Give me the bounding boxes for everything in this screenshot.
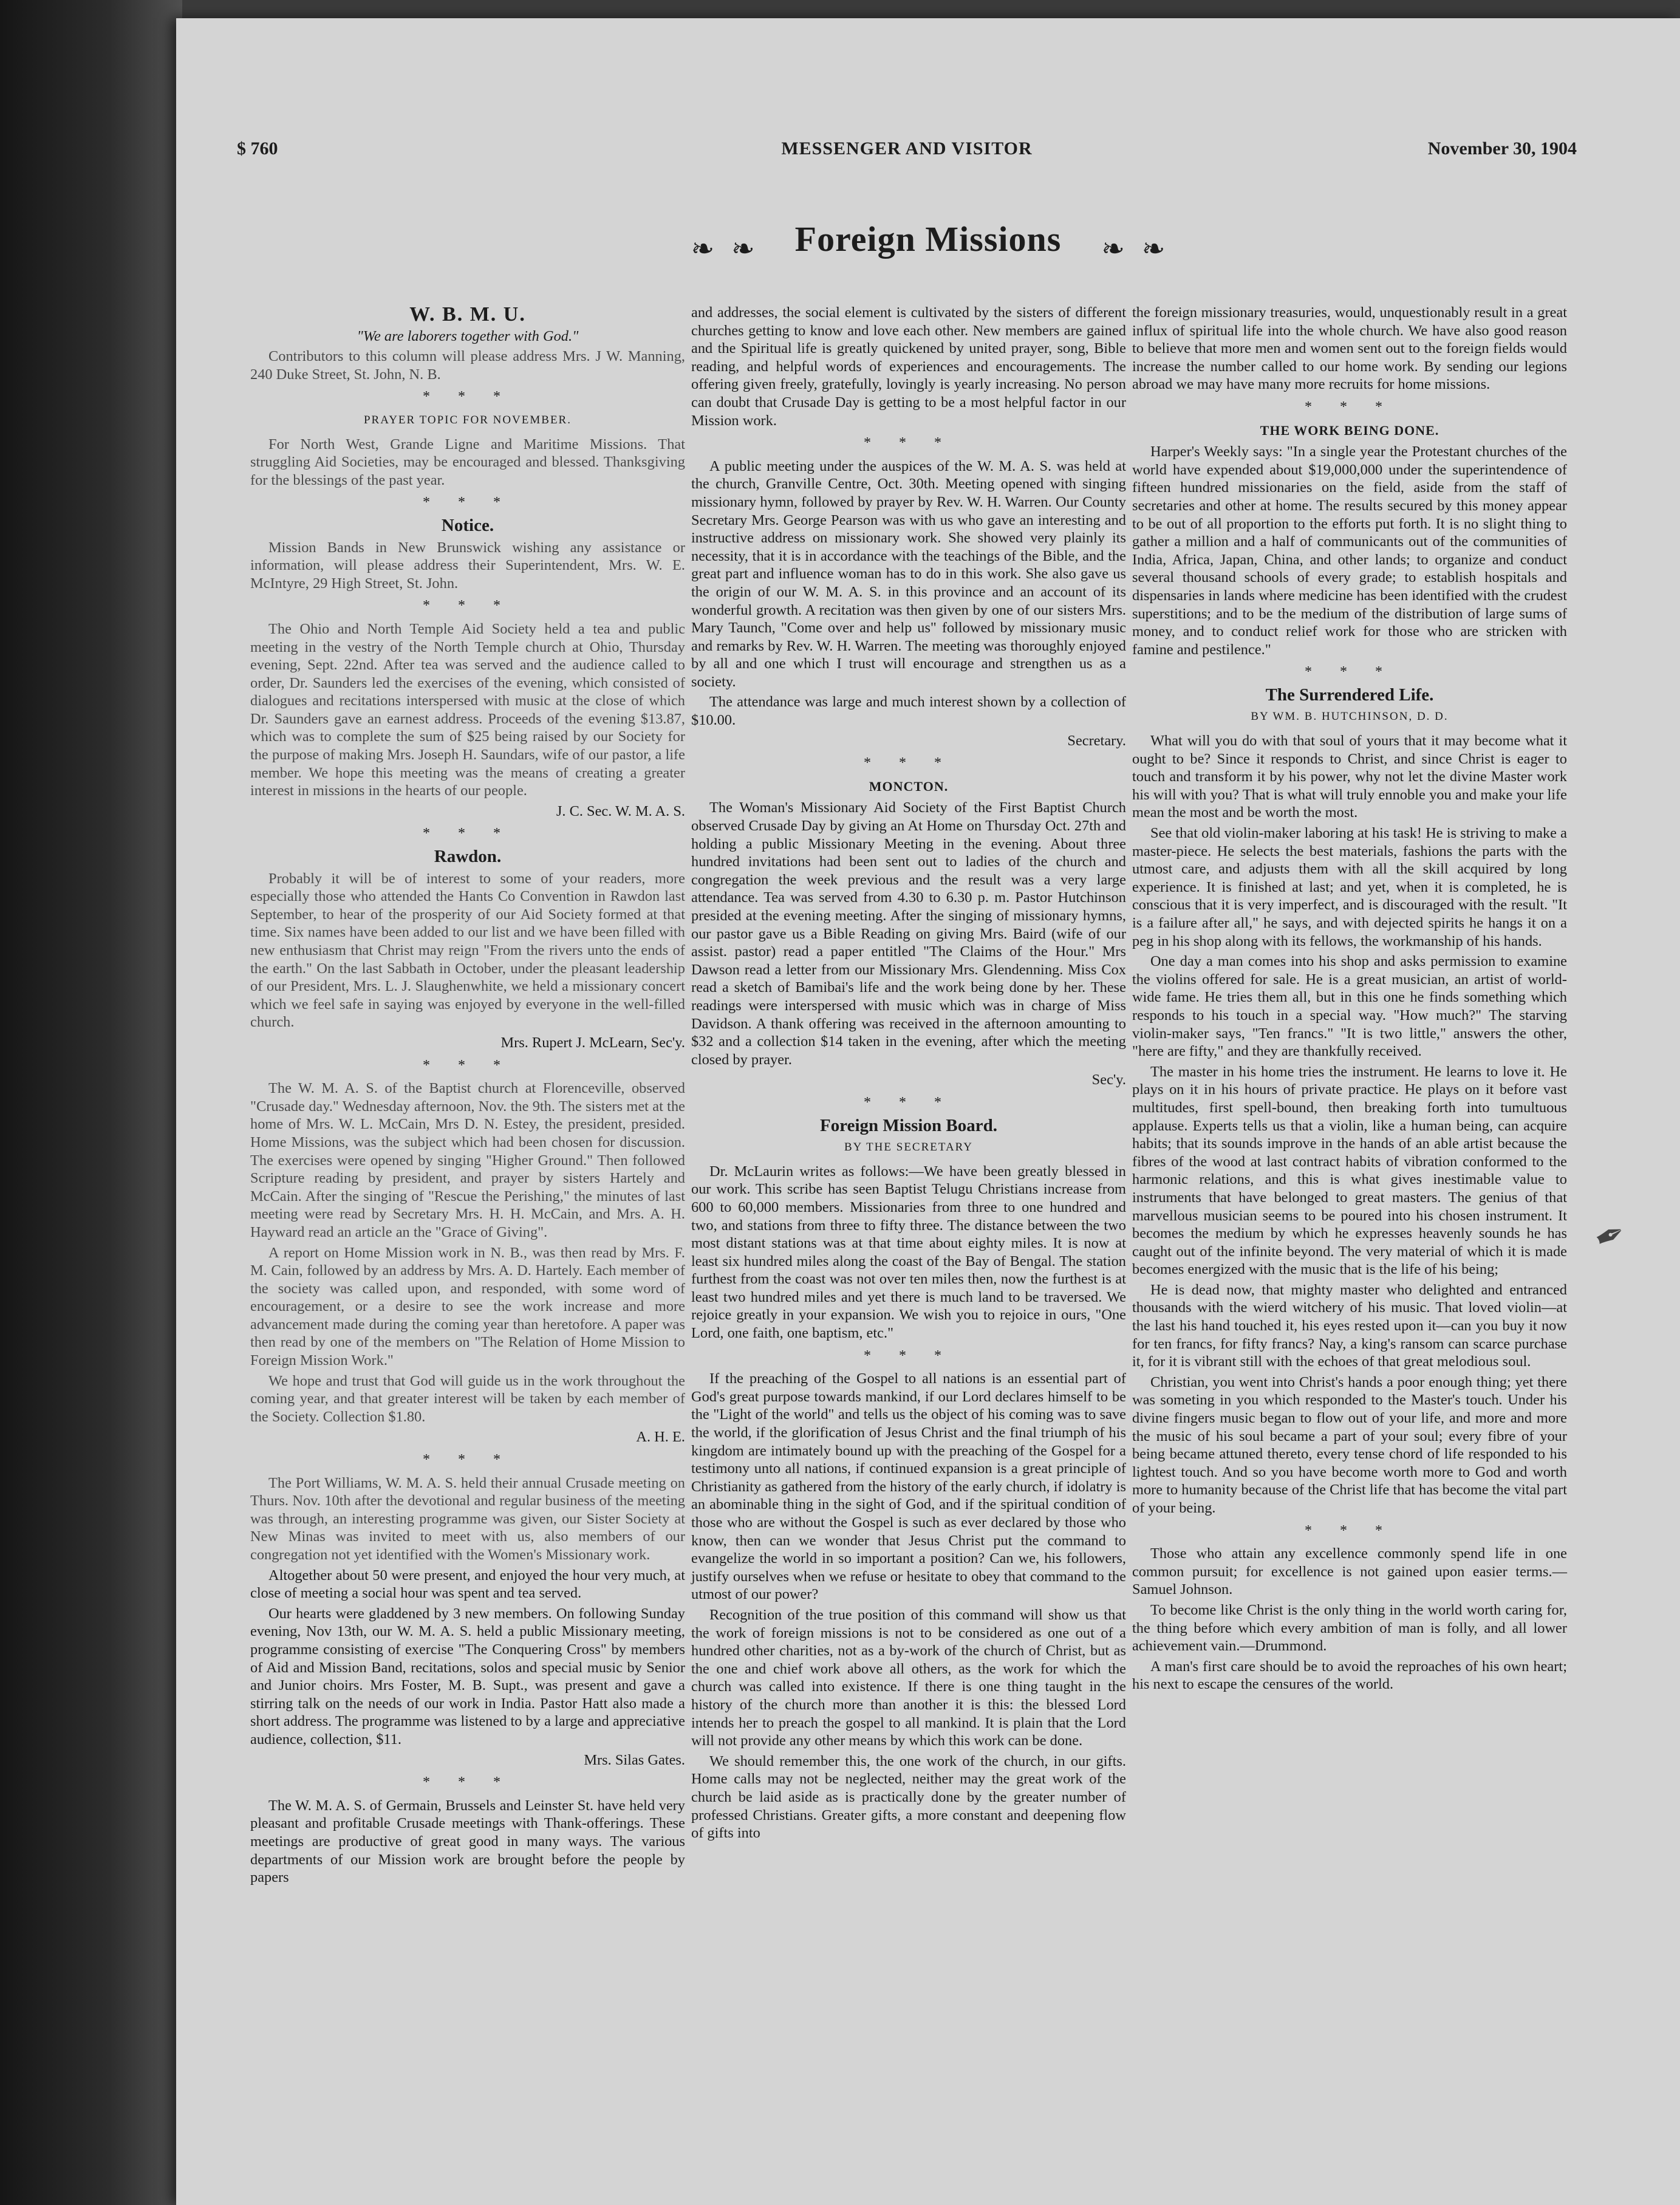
port-williams-report-p2: Altogether about 50 were present, and enjoyed the hour very much, at close of meeting a social hour was spent and tea served. — [250, 1567, 685, 1602]
column-left — [250, 301, 685, 1889]
issue-date: November 30, 1904 — [1427, 138, 1577, 159]
column-right — [1132, 304, 1567, 1696]
leaf-ornament-icon: ❧ — [1141, 233, 1166, 265]
granville-report-p2: The attendance was large and much interest shown by a collection of $10.00. — [691, 694, 1126, 729]
divider-stars: * * * — [864, 435, 954, 451]
moncton-signature: Sec'y. — [1091, 1072, 1126, 1089]
leaf-ornament-icon: ❧ — [691, 233, 715, 265]
divider-stars: * * * — [423, 598, 513, 614]
germain-report: The W. M. A. S. of Germain, Brussels and Leinster St. have held very pleasant and profitable Crusade meetings with Thank-offerings. These meetings are productive of great good in many ways. The various departments of our Mission work are brought before the people by papers — [250, 1797, 685, 1886]
granville-signature: Secretary. — [1067, 732, 1126, 749]
divider-stars: * * * — [423, 826, 513, 842]
fmb-continued: the foreign missionary treasuries, would, unquestionably result in a great influx of spiritual life into the whole church. We have also good reason to believe that more men and women sent out to the foreign fields would increase the number called to our home work. By sending our legions abroad we may have many more recruits for home missions. — [1132, 304, 1567, 393]
foreign-mission-board-heading: Foreign Mission Board. — [820, 1115, 997, 1135]
surrendered-life-p5: He is dead now, that mighty master who delighted and entranced thousands with the wierd witchery of his music. That loved violin—at the last his hand touched it, his eyes rested upon it—can you buy it now for ten francs, for fifty francs? Nay, a king's ransom can scarce purchase it, for it is vibrant still with the echoes of that great melodious soul. — [1132, 1281, 1567, 1370]
leaf-ornament-icon: ❧ — [1101, 233, 1125, 265]
port-williams-report-p3: Our hearts were gladdened by 3 new members. On following Sunday evening, Nov 13th, our W. M. A. S. held a public Missionary meeting, programme consisting of exercise "The Conquering Cross" by members of Aid and Mission Band, recitations, solos and special music by Senior and Junior choirs. Mrs Foster, M. B. Supt., was present and gave a stirring talk on the needs of our work in India. Pastor Hatt also made a short address. The programme was listened to by a large and appreciative audience, collection, $11. — [250, 1605, 685, 1748]
divider-stars: * * * — [1305, 398, 1395, 415]
moncton-heading: MONCTON. — [869, 778, 949, 794]
wbmu-contributors: Contributors to this column will please address Mrs. J W. Manning, 240 Duke Street, St. John, N. B. — [250, 348, 685, 383]
work-being-done-text: Harper's Weekly says: "In a single year the Protestant churches of the world have expended about $19,000,000 under the superintendence of fifteen hundred missionaries on the field, aside from the staff of secretaries and other at home. The results secured by this money appear to be out of all proportion to the efforts put forth. It is no slight thing to gather a million and a half of communicants out of the communities of India, Africa, Japan, China, and other lands; to organize and conduct several thousand schools of every grade; to establish hospitals and dispensaries in lands where medicine has been identified with the crudest superstitions; and to be the medium of the distribution of large sums of money, and to conduct relief work for those who are stricken with famine and pestilence." — [1132, 443, 1567, 658]
granville-report-p1: A public meeting under the auspices of the W. M. A. S. was held at the church, Granville Centre, Oct. 30th. Meeting opened with singing missionary hymn, followed by prayer by Rev. W. H. Warren. Our County Secretary Mrs. George Pearson was with us who gave an interesting and instructive address on missionary work. She showed very plainly its necessity, that it is in accordance with the teachings of the Bible, and the great part and influence woman has to do in this work. She also gave us the origin of our W. M. A. S. in this province and an account of its wonderful growth. A recitation was then given by one of our sisters Mrs. Mary Taunch, "Come over and help us" followed by missionary music and remarks by Rev. W. H. Warren. The meeting was thoroughly enjoyed by all and one which I trust will encourage and strengthen us as a society. — [691, 457, 1126, 690]
germain-report-continued: and addresses, the social element is cultivated by the sisters of different churches getting to know and love each other. New members are gained and the Spiritual life is greatly quickened by united prayer, song, Bible reading, and helpful words of experiences and encouragements. The offering given freely, gratefully, lovingly is yearly increasing. No person can doubt that Crusade Day is getting to be a most helpful factor in our Mission work. — [691, 304, 1126, 429]
notice-text: Mission Bands in New Brunswick wishing any assistance or information, will please address their Superintendent, Mrs. W. E. McIntyre, 29 High Street, St. John. — [250, 539, 685, 592]
leaf-ornament-icon: ❧ — [731, 233, 755, 265]
wbmu-heading: W. B. M. U. — [409, 303, 526, 326]
wbmu-motto: "We are laborers together with God." — [357, 327, 579, 344]
florenceville-report-p3: We hope and trust that God will guide us in the work throughout the coming year, and that greater interest will be taken by each member of the Society. Collection $1.80. — [250, 1372, 685, 1425]
divider-stars: * * * — [1305, 664, 1395, 680]
prayer-topic-text: For North West, Grande Ligne and Maritime Missions. That struggling Aid Societies, may be encouraged and blessed. Thanksgiving for the blessings of the past year. — [250, 436, 685, 488]
fmb-paragraph-2: If the preaching of the Gospel to all nations is an essential part of God's great purpose towards mankind, if our Lord declares himself to be the "Light of the world" and tells us the object of his coming was to save the world, if the glorification of Jesus Christ and the final triumph of his kingdom are intimately bound up with the preaching of the Gospel for a testimony unto all nations, if continued expansion is a great principle of Christianity as gathered from the history of the early church, if idolatry is an abominable thing in the sight of God, and if the spiritual condition of those who are without the Gospel is such as ever declared by those who know, then can we wonder that Jesus Christ put the command to evangelize the world in so important a position? Can we, his followers, justify ourselves when we refuse or hesitate to obey that command to the utmost of our power? — [691, 1370, 1126, 1603]
prayer-topic-heading: PRAYER TOPIC FOR NOVEMBER. — [363, 413, 572, 426]
divider-stars: * * * — [864, 1347, 954, 1364]
quote-first-care: A man's first care should be to avoid the reproaches of his own heart; his next to escape the censures of the world. — [1132, 1658, 1567, 1693]
port-williams-report-p1: The Port Williams, W. M. A. S. held their annual Crusade meeting on Thurs. Nov. 10th after the devotional and regular business of the meeting was through, an interesting programme was given, our Sister Society at New Minas was invited to meet with us, also members of our congregation not yet identified with the Women's Missionary work. — [250, 1474, 685, 1563]
running-head — [237, 138, 1577, 175]
surrendered-life-p3: One day a man comes into his shop and asks permission to examine the violins offered for sale. He is a great musician, an artist of world-wide fame. He tries them all, but in this one he finds something which responds to his touch in a special way. "How much?" The starving violin-maker says, "Ten francs." "It is two little," answers the other, "here are fifty," and they are thankfully received. — [1132, 953, 1567, 1060]
divider-stars: * * * — [1305, 1522, 1395, 1539]
notice-heading: Notice. — [441, 515, 494, 535]
fmb-paragraph-1: Dr. McLaurin writes as follows:—We have been greatly blessed in our work. This scribe has seen Baptist Telugu Christians increase from 600 to 60,000 members. Missionaries from three to one hundred and two, and stations from three to fifty three. The distance between the two most distant stations was at that time about eighty miles. It is now at least six hundred miles along the coast of the Bay of Bengal. The station furthest from the coast was not over ten miles then, now the furthest is at least two hundred miles and yet there is much land to be traversed. We rejoice greatly in your expansion. We wish you to rejoice in ours, "One Lord, one faith, one baptism, etc." — [691, 1163, 1126, 1342]
rawdon-signature: Mrs. Rupert J. McLearn, Sec'y. — [500, 1034, 685, 1051]
rawdon-heading: Rawdon. — [434, 847, 502, 867]
divider-stars: * * * — [864, 1094, 954, 1110]
section-banner — [176, 219, 1680, 265]
divider-stars: * * * — [423, 1057, 513, 1073]
ohio-report: The Ohio and North Temple Aid Society held a tea and public meeting in the vestry of the North Temple church at Ohio, Thursday evening, Sept. 22nd. After tea was served and the audience called to order, Dr. Saunders led the exercises of the evening, which consisted of dialogues and recitations interspersed with music at the close of which Dr. Saunders gave an earnest address. Proceeds of the evening $13.87, which was to complete the sum of $25 being raised by our Society for the purpose of making Mrs. Joseph H. Saundars, wife of our pastor, a life member. We hope this meeting was the means of creating a greater interest in missions in the hearts of our people. — [250, 620, 685, 799]
rawdon-report: Probably it will be of interest to some of your readers, more especially those who attended the Hants Co Convention in Rawdon last September, to hear of the prosperity of our Aid Society formed at that time. Six names have been added to our list and we have been filled with new enthusiasm that Christ may reign "From the rivers unto the ends of the earth." On the last Sabbath in October, under the pleasant leadership of our President, Mrs. L. J. Slaughenwhite, we held a missionary concert which we feel safe in saying was enjoyed by everyone in the well-filled church. — [250, 870, 685, 1031]
fmb-paragraph-3: Recognition of the true position of this command will show us that the work of foreign missions is not to be considered as one out of a hundred other charities, not as a by-work of the church of Christ, but as the one and chief work above all others, as the work for which the church was called into existence. If there is one thing taught in the history of the church more than another it is this: the blessed Lord intends her to preach the gospel to all mankind. It is plain that the Lord will not provide any other means by which this work can be done. — [691, 1606, 1126, 1749]
divider-stars: * * * — [423, 1774, 513, 1791]
fmb-paragraph-4: We should remember this, the one work of the church, in our gifts. Home calls may not be neglected, neither may the great work of the church be laid aside as is practically done by the greater number of professed Christians. Greater gifts, a more constant and deepening flow of gifts into — [691, 1752, 1126, 1842]
surrendered-life-byline: BY WM. B. HUTCHINSON, D. D. — [1251, 710, 1449, 723]
florenceville-signature: A. H. E. — [636, 1429, 685, 1446]
newspaper-page — [176, 18, 1680, 2205]
surrendered-life-heading: The Surrendered Life. — [1265, 685, 1434, 705]
surrendered-life-p4: The master in his home tries the instrument. He learns to love it. He plays on it in his hours of private practice. He plays on it before vast multitudes, first spell-bound, then breaking forth into tumultuous applause. Experts tells us that a violin, like a human being, can acquire habits; that its sounds improve in the hands of an able artist because the fibres of the wood at last contract habits of vibration conformed to the harmonic relations, and this is what gives inestimable value to instruments that have belonged to great masters. The genius of that marvellous musician seems to be poured into his chosen instrument. It becomes the medium by which he expresses heavenly sounds he has caught out of the infinite beyond. The very material of which it is made becomes energized with the music that is the life of his being; — [1132, 1063, 1567, 1278]
florenceville-report-p2: A report on Home Mission work in N. B., was then read by Mrs. F. M. Cain, followed by an address by Mrs. A. D. Hartely. Each member of the society was called upon, and responded, with some word of encouragement, or a desire to see the work increase and more advancement made during the coming year than heretofore. A paper was then read by one of the members on "The Relation of Home Mission to Foreign Mission Work." — [250, 1244, 685, 1369]
divider-stars: * * * — [423, 1452, 513, 1468]
work-being-done-heading: THE WORK BEING DONE. — [1260, 422, 1439, 438]
florenceville-report-p1: The W. M. A. S. of the Baptist church at Florenceville, observed "Crusade day." Wednesday afternoon, Nov. the 9th. The sisters met at the home of Mrs. W. L. McCain, Mrs D. N. Estey, the president, presided. Home Missions, was the subject which had been chosen for discussion. The exercises were opened by singing "Higher Ground." Then followed Scripture reading by president, and prayer by sisters Hartely and McCain. After the singing of "Rescue the Perishing," the minutes of last meeting were read by Secretary Mrs. H. H. McCain, and Mrs. A. H. Hayward read an article an the "Grace of Giving". — [250, 1080, 685, 1240]
ink-mark-icon: ✒ — [1588, 1211, 1633, 1261]
column-middle — [691, 304, 1126, 1845]
quote-drummond: To become like Christ is the only thing in the world worth caring for, the thing before which every ambition of man is folly, and all lower achievement vain.—Drummond. — [1132, 1601, 1567, 1655]
divider-stars: * * * — [864, 755, 954, 771]
ohio-signature: J. C. Sec. W. M. A. S. — [556, 802, 685, 819]
publication-title: MESSENGER AND VISITOR — [781, 138, 1033, 159]
quote-johnson: Those who attain any excellence commonly spend life in one common pursuit; for excellence is not gained upon easier terms.—Samuel Johnson. — [1132, 1545, 1567, 1598]
divider-stars: * * * — [423, 389, 513, 405]
port-williams-signature: Mrs. Silas Gates. — [584, 1751, 685, 1768]
page-number: $ 760 — [237, 138, 278, 159]
surrendered-life-p6: Christian, you went into Christ's hands a poor enough thing; yet there was someting in you which responded to the Master's touch. Under his divine fingers music began to flow out of your life, and more and more the music of his soul became a part of your soul; every fibre of your being became attuned thereto, every tense chord of life responded to his lightest touch. And so you have become worth more to God and worth more to humanity because of the Christ life that has become the vital part of your being. — [1132, 1373, 1567, 1516]
foreign-mission-board-byline: BY THE SECRETARY — [844, 1141, 974, 1154]
section-title: Foreign Missions — [794, 219, 1062, 259]
book-spine-shadow — [0, 0, 182, 2205]
divider-stars: * * * — [423, 494, 513, 511]
surrendered-life-p2: See that old violin-maker laboring at his task! He is striving to make a master-piece. He selects the best materials, fashions the parts with the utmost care, and adjusts them with all the skill acquired by long experience. It is finished at last; and yet, when it is completed, he is conscious that it is very imperfect, and is discouraged with the result. "It is a failure after all," he says, and with dejected spirits he hangs it on a peg in his shop along with its fellows, the workmanship of his hands. — [1132, 825, 1567, 949]
surrendered-life-p1: What will you do with that soul of yours that it may become what it ought to be? Since it responds to Christ, and since Christ is eager to touch and transform it by his power, why not let the divine Master work his will with you? That is what will truly ennoble you and make your life mean the most and be worth the most. — [1132, 733, 1567, 821]
moncton-report: The Woman's Missionary Aid Society of the First Baptist Church observed Crusade Day by giving an At Home on Thursday Oct. 27th and holding a public Missionary Meeting in the evening. About three hundred invitations had been sent out to ladies of the church and congregation the week previous and the result was a very large attendance. Tea was served from 4.30 to 6.30 p. m. Pastor Hutchinson presided at the evening meeting. After the singing of missionary hymns, our pastor gave us a Bible Reading on giving Mrs. Baird (wife of our assist. pastor) read a paper entitled "The Claims of the Hour." Mrs Dawson read a letter from our Missionary Mrs. Glendenning. Miss Cox read a sketch of Bamibai's life and the work being done by her. These readings were interspersed with music which was in charge of Miss Davidson. A thank offering was received in the afternoon amounting to $32 and a collection $14 taken in the evening, after which the meeting closed by prayer. — [691, 799, 1126, 1068]
